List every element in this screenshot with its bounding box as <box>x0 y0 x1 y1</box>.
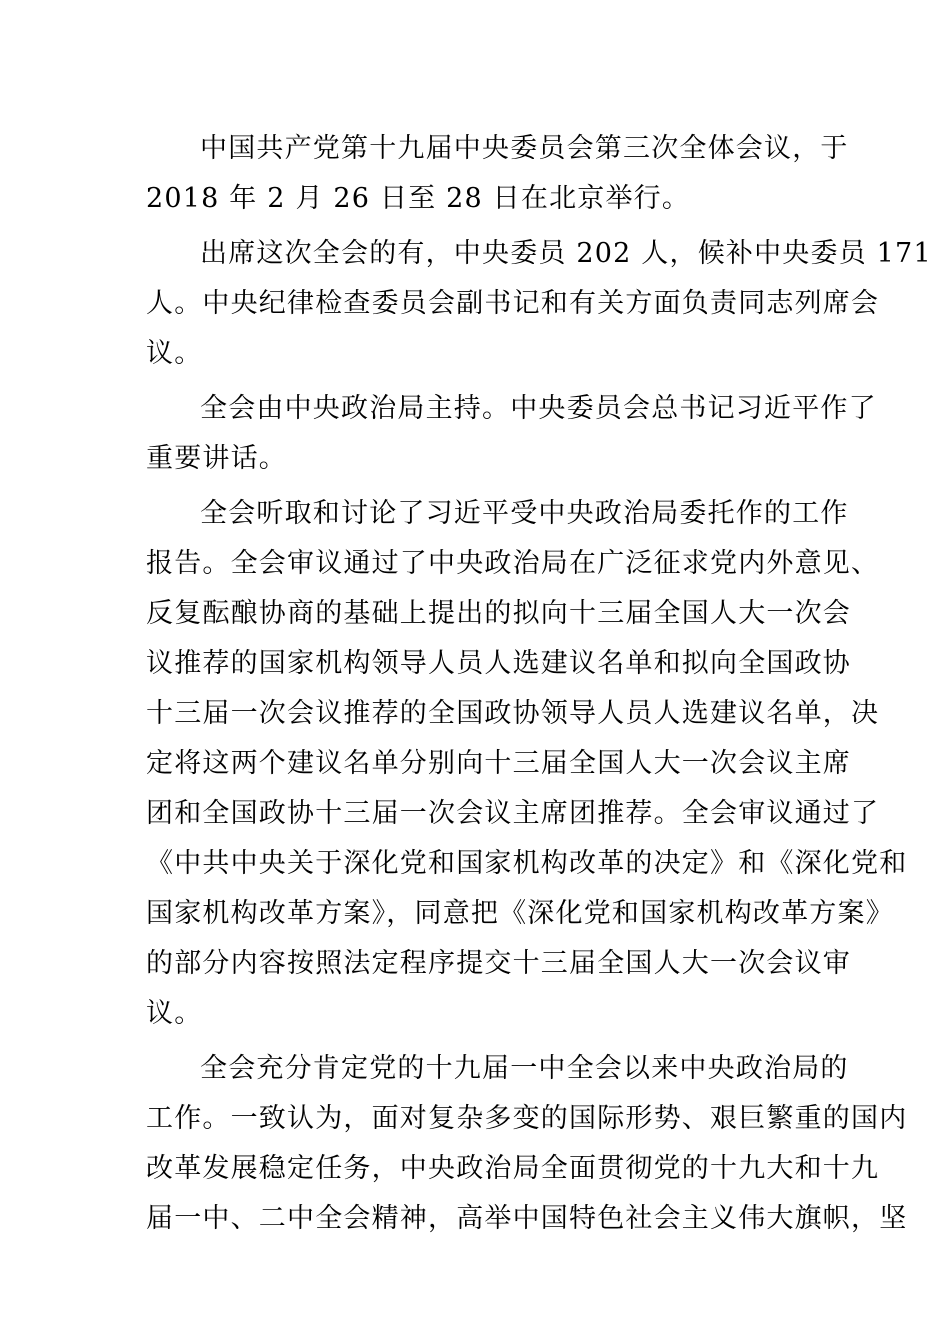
text-line: 议推荐的国家机构领导人员人选建议名单和拟向全国政协 <box>146 648 851 679</box>
text-line: 出席这次全会的有，中央委员 202 人，候补中央委员 171 <box>200 238 932 269</box>
text-line: 全会听取和讨论了习近平受中央政治局委托作的工作 <box>200 498 849 529</box>
text-line: 2018 年 2 月 26 日至 28 日在北京举行。 <box>146 183 691 214</box>
text-line: 人。中央纪律检查委员会副书记和有关方面负责同志列席会 <box>146 288 880 319</box>
text-line: 改革发展稳定任务，中央政治局全面贯彻党的十九大和十九 <box>146 1153 880 1184</box>
text-line: 团和全国政协十三届一次会议主席团推荐。全会审议通过了 <box>146 798 880 829</box>
text-line: 工作。一致认为，面对复杂多变的国际形势、艰巨繁重的国内 <box>146 1103 908 1134</box>
text-line: 议。 <box>146 338 203 369</box>
text-line: 届一中、二中全会精神，高举中国特色社会主义伟大旗帜，坚 <box>146 1203 908 1234</box>
text-line: 国家机构改革方案》，同意把《深化党和国家机构改革方案》 <box>146 898 894 929</box>
paragraph-affirmation <box>146 1044 908 1244</box>
text-line: 全会充分肯定党的十九届一中全会以来中央政治局的 <box>200 1053 849 1084</box>
text-line: 反复酝酿协商的基础上提出的拟向十三届全国人大一次会 <box>146 598 851 629</box>
text-line: 定将这两个建议名单分别向十三届全国人大一次会议主席 <box>146 748 851 779</box>
text-line: 中国共产党第十九届中央委员会第三次全体会议，于 <box>200 133 849 164</box>
text-line: 的部分内容按照法定程序提交十三届全国人大一次会议审 <box>146 948 851 979</box>
paragraph-presided <box>146 384 877 484</box>
paragraph-plenum-session <box>146 124 849 224</box>
document-body <box>146 124 932 1249</box>
text-line: 重要讲话。 <box>146 443 287 474</box>
text-line: 十三届一次会议推荐的全国政协领导人员人选建议名单，决 <box>146 698 880 729</box>
text-line: 全会由中央政治局主持。中央委员会总书记习近平作了 <box>200 393 877 424</box>
paragraph-work-report <box>146 489 908 1039</box>
text-line: 报告。全会审议通过了中央政治局在广泛征求党内外意见、 <box>146 548 880 579</box>
text-line: 议。 <box>146 998 203 1029</box>
text-line: 《中共中央关于深化党和国家机构改革的决定》和《深化党和 <box>146 848 908 879</box>
paragraph-attendance <box>146 229 932 379</box>
